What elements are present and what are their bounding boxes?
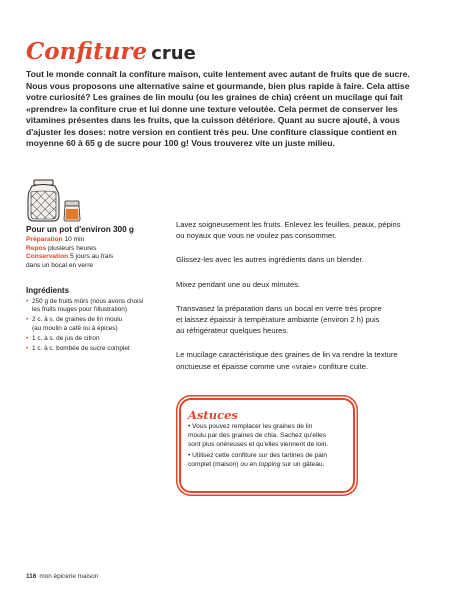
- step-paragraph: [176, 279, 416, 290]
- tips-title: Astuces: [188, 408, 238, 422]
- ingredient-line: 250 g de fruits mûrs (nous avons choisi: [32, 298, 144, 305]
- storage-value-cont: dans un bocal en verre: [26, 261, 94, 269]
- tip-emphasis: topping: [258, 460, 281, 468]
- step-paragraph: [176, 254, 416, 265]
- tip-line: moulu par des graines de chia. Sachez qu'elles: [188, 432, 326, 440]
- tip-line: sont plus onéreuses et qu'elles viennent de loin.: [188, 441, 329, 449]
- step-line: Le mucilage caractéristique des graines de lin va rendre la texture: [176, 350, 398, 360]
- step-line: ou noyaux que vous ne voulez pas consommer.: [176, 231, 337, 241]
- ingredient-line: 1 c. à s. de jus de citron: [32, 334, 100, 342]
- step-line: Mixez pendant une ou deux minutes.: [176, 279, 301, 289]
- ingredients-heading: Ingrédients: [26, 286, 70, 295]
- tip-line: • Utilisez cette confiture sur des tartines de pain: [188, 451, 328, 459]
- recipe-yield: Pour un pot d'environ 300 g: [26, 225, 134, 234]
- rest-time-row: [26, 245, 166, 254]
- storage-label: Conservation: [26, 253, 69, 261]
- prep-time-label: Préparation: [26, 236, 63, 243]
- list-item: [26, 335, 166, 343]
- storage-row: [26, 253, 166, 262]
- recipe-title-plain: crue: [151, 43, 196, 64]
- list-item: [26, 316, 166, 333]
- recipe-steps: [176, 219, 416, 385]
- page-footer: [26, 573, 98, 581]
- jam-jar-icon: [24, 179, 88, 223]
- ingredient-line: les fruits rouges pour l'illustration): [32, 306, 127, 314]
- list-item: [26, 298, 166, 315]
- prep-time-row: [26, 236, 166, 245]
- ingredient-line: 2 c. à s. de graines de lin moulu: [32, 316, 123, 324]
- tip-line: sur un gâteau.: [280, 460, 325, 468]
- bullet-icon: •: [26, 344, 29, 352]
- step-line: au réfrigérateur quelques heures.: [176, 326, 289, 336]
- bullet-icon: •: [26, 334, 29, 342]
- step-line: et laissez épaissir à température ambiante (environ 2 h) puis: [176, 315, 380, 325]
- bullet-icon: •: [26, 298, 29, 305]
- rest-time-value: plusieurs heures: [48, 244, 97, 252]
- recipe-meta: [26, 236, 166, 270]
- book-title: mon épicerie maison: [39, 573, 99, 580]
- step-line: onctueuse et épaisse comme une «vraie» confiture cuite.: [176, 361, 369, 371]
- step-line: Lavez soigneusement les fruits. Enlevez les feuilles, peaux, pépins: [176, 220, 401, 229]
- ingredient-line: 1 c. à c. bombée de sucre complet: [32, 344, 130, 352]
- recipe-title-script: Confiture: [26, 38, 148, 65]
- tip-line: • Vous pouvez remplacer les graines de lin: [188, 423, 313, 430]
- tips-list: [188, 422, 344, 470]
- step-line: Transvasez la préparation dans un bocal en verre très propre: [176, 303, 382, 313]
- bullet-icon: •: [26, 316, 29, 324]
- step-paragraph: [176, 349, 416, 371]
- ingredient-line: (au moulin à café ou à épices): [32, 324, 118, 332]
- recipe-title: [26, 34, 196, 68]
- page-number: 116: [26, 573, 37, 580]
- list-item: [188, 451, 344, 469]
- tip-line: complet (maison) ou en: [188, 460, 259, 468]
- step-paragraph: [176, 303, 416, 337]
- step-line: Glissez-les avec les autres ingrédients dans un blender.: [176, 255, 364, 265]
- list-item: [188, 422, 344, 450]
- rest-time-label: Repos: [26, 244, 47, 252]
- step-paragraph: [176, 219, 416, 241]
- ingredients-list: [26, 298, 166, 354]
- storage-value: 5 jours au frais: [69, 253, 114, 261]
- prep-time-value: 10 min: [64, 236, 85, 243]
- list-item: [26, 345, 166, 353]
- tips-box: [179, 398, 355, 493]
- intro-paragraph: Tout le monde connaît la confiture maison, cuite lentement avec autant de fruits que de sucre. Nous vous proposons une alternative saine et gourmande, bien plus rapide à faire. Cela attise votre curiosité? Les graines de lin moulu (ou les graines de chia) créent un mucilage qui fait «prendre» la confiture crue et lui donne une texture veloutée. Cela permet de conserver les vitamines présentes dans les fruits, que la cuisson détériore. Quant au sucre ajouté, à vous d'ajuster les doses: notre version en contient très peu. Une confiture classique contient en moyenne 60 à 65 g de sucre pour 100 g! Vous trouverez vite un juste milieu.: [26, 69, 410, 148]
